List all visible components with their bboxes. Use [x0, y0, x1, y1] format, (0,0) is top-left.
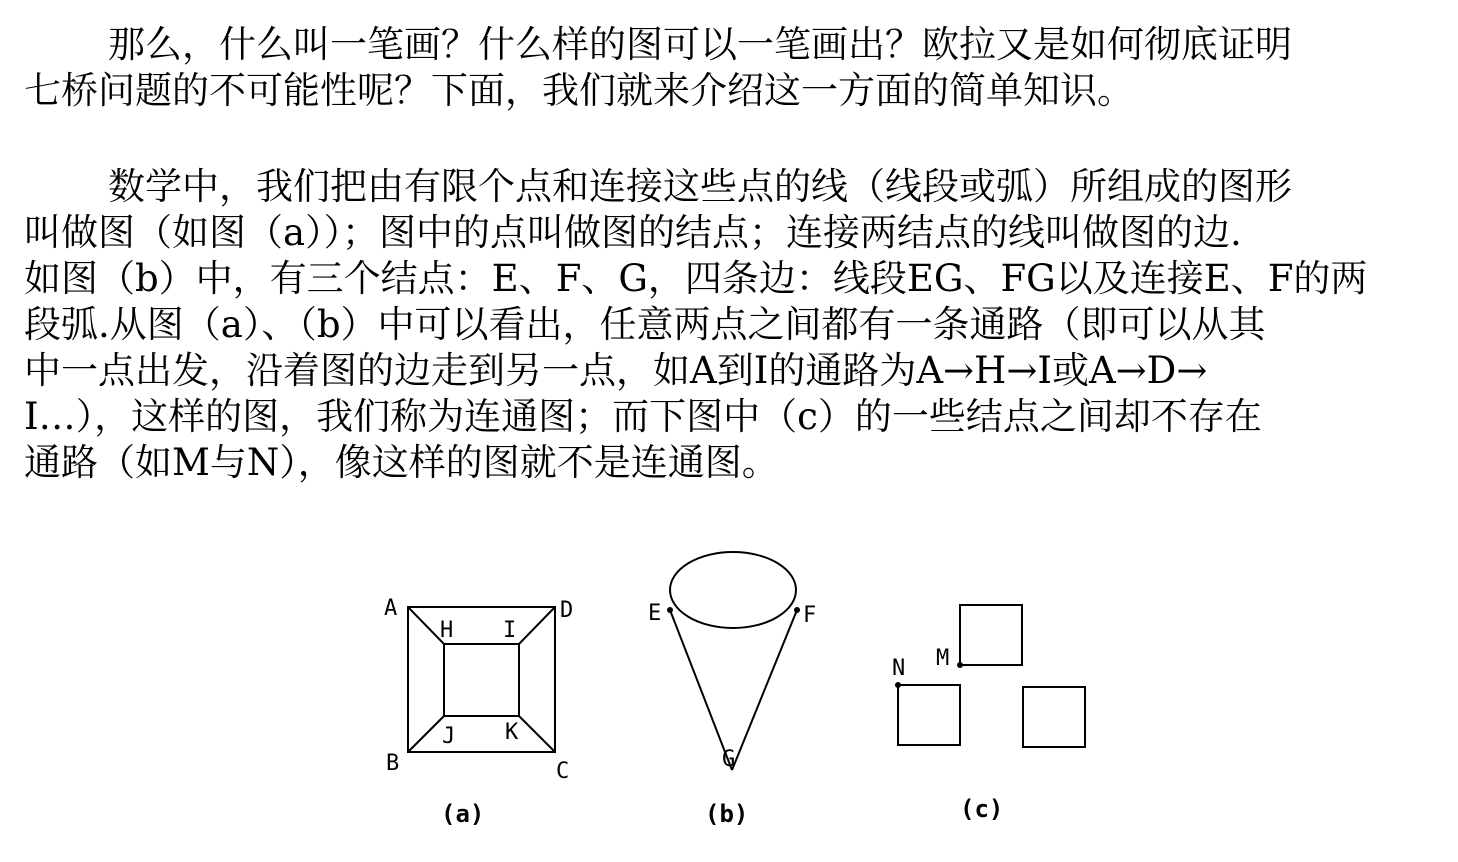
figure-b-node-f: F — [803, 603, 817, 628]
figure-b-node-f-dot — [794, 607, 800, 613]
figure-b-caption: (b) — [705, 800, 749, 828]
figure-a-edge-c-k — [519, 716, 555, 752]
figure-a-node-a: A — [384, 596, 398, 621]
figure-a-node-i: I — [503, 618, 517, 643]
paragraph-2-line-4: 段弧.从图（a）、（b）中可以看出，任意两点之间都有一条通路（即可以从其 — [24, 303, 1266, 346]
figure-b — [640, 540, 830, 780]
figure-a-caption: (a) — [441, 800, 485, 828]
paragraph-2-line-6: I…），这样的图，我们称为连通图；而下图中（c）的一些结点之间却不存在 — [24, 395, 1262, 438]
figure-b-edge-e-g — [670, 610, 732, 770]
figure-b-node-e-dot — [667, 607, 673, 613]
figure-a-inner-square — [444, 644, 519, 716]
figure-a-node-b: B — [386, 751, 400, 776]
paragraph-2 — [24, 164, 1436, 486]
figure-c-node-m-dot — [957, 662, 963, 668]
figure-b-arc-e-f — [670, 552, 796, 628]
figure-b-node-g: G — [722, 747, 736, 772]
paragraph-1-line-2: 七桥问题的不可能性呢？下面，我们就来介绍这一方面的简单知识。 — [24, 69, 1134, 112]
paragraph-1-line-1: 那么，什么叫一笔画？什么样的图可以一笔画出？欧拉又是如何彻底证明 — [108, 23, 1292, 66]
paragraph-2-line-1: 数学中，我们把由有限个点和连接这些点的线（线段或弧）所组成的图形 — [108, 165, 1292, 208]
figure-a-node-k: K — [505, 720, 519, 745]
figure-c-caption: (c) — [960, 795, 1004, 823]
figure-c-node-n-dot — [895, 682, 901, 688]
figure-a-node-c: C — [556, 759, 570, 784]
figure-b-node-e: E — [648, 601, 662, 626]
figure-a-node-h: H — [440, 618, 454, 643]
figure-a — [370, 585, 600, 790]
figure-a-edge-d-i — [519, 607, 555, 644]
paragraph-1 — [24, 22, 1436, 114]
figure-a-edge-a-h — [408, 607, 444, 644]
figure-c-right-square — [1023, 687, 1085, 747]
paragraph-2-line-7: 通路（如M与N），像这样的图就不是连通图。 — [24, 441, 779, 484]
figure-c-node-n: N — [892, 656, 906, 681]
figure-c-left-square — [898, 685, 960, 745]
paragraph-2-line-3: 如图（b）中，有三个结点：E、F、G，四条边：线段EG、FG以及连接E、F的两 — [24, 257, 1368, 300]
figure-b-edge-f-g — [732, 610, 797, 770]
figure-c — [880, 595, 1100, 765]
figure-a-node-j: J — [442, 724, 456, 749]
figure-a-edge-b-j — [408, 716, 444, 752]
figure-a-node-d: D — [560, 598, 574, 623]
paragraph-2-line-2: 叫做图（如图（a））；图中的点叫做图的结点；连接两结点的线叫做图的边. — [24, 211, 1242, 254]
paragraph-2-line-5: 中一点出发，沿着图的边走到另一点，如A到I的通路为A→H→I或A→D→ — [24, 349, 1208, 392]
figure-c-top-square — [960, 605, 1022, 665]
figure-c-node-m: M — [936, 646, 950, 671]
